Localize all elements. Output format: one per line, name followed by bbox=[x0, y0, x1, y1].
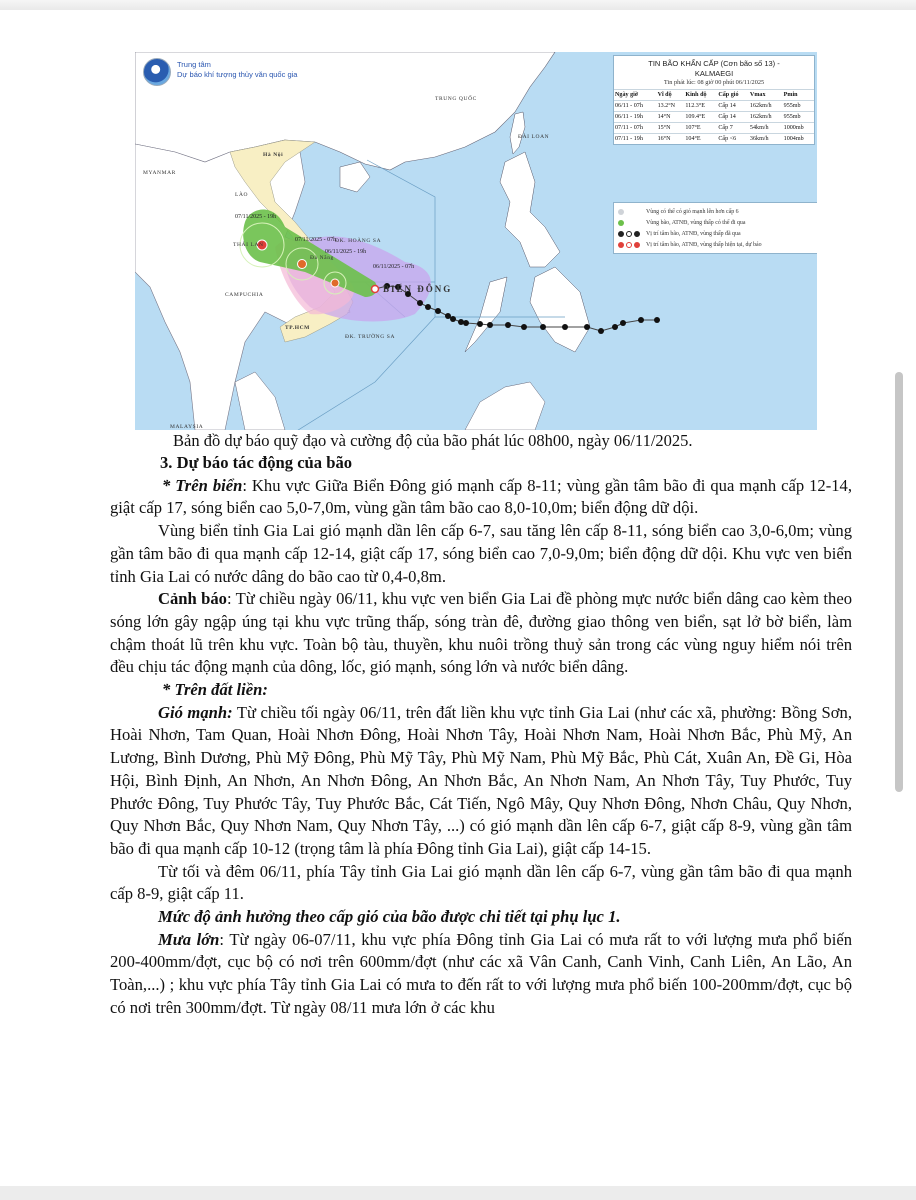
forecast-label-06-19h: 06/11/2025 - 19h bbox=[325, 249, 367, 255]
legend-label: Vùng có thể có gió mạnh lên hơn cấp 6 bbox=[646, 208, 739, 215]
agency-logo-icon bbox=[143, 58, 171, 86]
forecast-label-07-07h: 07/11/2025 - 07h bbox=[295, 237, 337, 243]
past-track-point bbox=[505, 322, 511, 328]
table-header-cell: Kinh độ bbox=[684, 90, 717, 101]
forecast-point-07-07h bbox=[298, 260, 307, 269]
table-cell: 1000mb bbox=[783, 123, 814, 134]
vertical-scrollbar[interactable] bbox=[895, 372, 903, 792]
past-track-point bbox=[463, 320, 469, 326]
paragraph-west: Từ tối và đêm 06/11, phía Tây tỉnh Gia Lai gió mạnh dần lên cấp 6-7, vùng gần tâm bão đi qua mạnh cấp 8-9, giật cấp 11. bbox=[110, 861, 852, 904]
legend-label: Vị trí tâm bão, ATNĐ, vùng thấp hiện tại, dự báo bbox=[646, 241, 762, 248]
table-header-cell: Vmax bbox=[749, 90, 783, 101]
info-title-line1: TIN BÃO KHẨN CẤP (Cơn bão số 13) - bbox=[648, 59, 780, 68]
document-body bbox=[110, 452, 852, 1020]
map-label-hanoi: Hà Nội bbox=[263, 152, 284, 158]
table-header-cell: Ngày giờ bbox=[614, 90, 657, 101]
table-cell: Cấp 7 bbox=[717, 123, 749, 134]
legend-item bbox=[618, 206, 816, 217]
table-header-cell: Vĩ độ bbox=[657, 90, 685, 101]
table-cell: 06/11 - 19h bbox=[614, 112, 657, 123]
land-label: * Trên đất liền: bbox=[162, 680, 268, 700]
table-cell: 162km/h bbox=[749, 112, 783, 123]
land-malaysia bbox=[235, 372, 285, 430]
table-cell: 07/11 - 07h bbox=[614, 123, 657, 134]
green-dot-icon bbox=[618, 220, 624, 226]
table-cell: 06/11 - 07h bbox=[614, 101, 657, 112]
table-cell: 16°N bbox=[657, 134, 685, 145]
map-label-bien-dong: BIỂN ĐÔNG bbox=[383, 284, 453, 294]
table-cell: 109.4°E bbox=[684, 112, 717, 123]
appendix-note bbox=[110, 906, 852, 929]
top-toolbar-band bbox=[0, 0, 916, 10]
past-track-point bbox=[458, 319, 464, 325]
forecast-label-07-19h: 07/11/2025 - 19h bbox=[235, 214, 277, 220]
table-cell: 15°N bbox=[657, 123, 685, 134]
legend-item bbox=[618, 239, 816, 250]
appendix-note-text: Mức độ ảnh hưởng theo cấp gió của bão được chi tiết tại phụ lục 1. bbox=[158, 907, 621, 927]
table-cell: 112.3°E bbox=[684, 101, 717, 112]
table-cell: 13.2°N bbox=[657, 101, 685, 112]
warning-text: : Từ chiều ngày 06/11, khu vực ven biển Gia Lai đề phòng mực nước biển dâng cao kèm theo sóng lớn gây ngập úng tại khu vực trũng thấp, sóng tràn đê, đường giao thông ven biển, sạt lở bờ biển, làm chậm thoát lũ trên khu vực. Toàn bộ tàu, thuyền, khu nuôi trồng thuỷ sản trong các vùng nguy hiểm nói trên đều chịu tác động mạnh của dông, lốc, gió mạnh, sóng lớn và nước biển dâng. bbox=[110, 589, 852, 677]
table-cell: Cấp <6 bbox=[717, 134, 749, 145]
sea-label: * Trên biển bbox=[162, 475, 243, 495]
forecast-point-06-19h bbox=[331, 279, 339, 287]
table-cell: 1004mb bbox=[783, 134, 814, 145]
map-label-hcmc: TP.HCM bbox=[285, 325, 310, 331]
agency-name-line1: Trung tâm bbox=[177, 60, 211, 69]
legend-label: Vị trí tâm bão, ATNĐ, vùng thấp đã qua bbox=[646, 230, 741, 237]
rain-label: Mưa lớn bbox=[158, 929, 220, 949]
gray-dot-icon bbox=[618, 209, 624, 215]
past-track-point bbox=[425, 304, 431, 310]
legend-item bbox=[618, 217, 816, 228]
past-track-point bbox=[417, 300, 423, 306]
past-track-point bbox=[540, 324, 546, 330]
past-track-point bbox=[435, 308, 441, 314]
paragraph-rain bbox=[110, 929, 852, 1020]
warning-label: Cảnh báo bbox=[158, 589, 227, 609]
table-row bbox=[614, 112, 814, 123]
table-header-cell: Pmin bbox=[783, 90, 814, 101]
past-track-point bbox=[450, 316, 456, 322]
past-track-point bbox=[612, 324, 618, 330]
table-row bbox=[614, 134, 814, 145]
wind-text: Từ chiều tối ngày 06/11, trên đất liền khu vực tỉnh Gia Lai (như các xã, phường: Bồng Sơn, Hoài Nhơn, Tam Quan, Hoài Nhơn Đông, Hoài Nhơn Tây, Hoài Nhơn Nam, Hoài Nhơn Bắc, Phù Mỹ, An Lương, Bình Dương, Phù Mỹ Đông, Phù Mỹ Tây, Phù Mỹ Nam, Phù Mỹ Bắc, Phù Cát, Xuân An, Đề Gi, Hòa Hội, Bình Định, An Nhơn, An Nhơn Đông, An Nhơn Bắc, An Nhơn Nam, An Nhơn Tây, Tuy Phước, Tuy Phước Đông, Tuy Phước Tây, Tuy Phước Bắc, Cát Tiến, Ngô Mây, Quy Nhơn Đông, Nhơn Châu, Quy Nhơn, Quy Nhơn Bắc, Quy Nhơn Nam, Quy Nhơn Tây, ...) có gió mạnh dần lên cấp 6-7, giật cấp 8-9, vùng gần tâm bão đi qua mạnh cấp 10-12 (trọng tâm là phía Đông tỉnh Gia Lai), giật cấp 14-15. bbox=[110, 702, 852, 858]
table-cell: Cấp 14 bbox=[717, 101, 749, 112]
wind-label: Gió mạnh: bbox=[158, 702, 233, 722]
map-label-myanmar: MYANMAR bbox=[143, 170, 176, 176]
map-label-cambodia: CAMPUCHIA bbox=[225, 292, 264, 298]
land-hainan bbox=[340, 162, 370, 192]
legend-label: Vùng bão, ATNĐ, vùng thấp có thể đi qua bbox=[646, 219, 746, 226]
info-title-line2: KALMAEGI bbox=[694, 69, 734, 78]
table-row bbox=[614, 123, 814, 134]
table-cell: 107°E bbox=[684, 123, 717, 134]
map-label-truong-sa: ĐK. TRƯỜNG SA bbox=[345, 334, 396, 340]
agency-header bbox=[143, 58, 297, 86]
past-track-point bbox=[620, 320, 626, 326]
bottom-toolbar-band bbox=[0, 1186, 916, 1200]
map-label-hoang-sa: ĐK. HOÀNG SA bbox=[335, 238, 382, 244]
map-label-malaysia: MALAYSIA bbox=[170, 424, 204, 430]
map-label-da-nang: Đà Nẵng bbox=[310, 255, 334, 261]
past-track-point bbox=[477, 321, 483, 327]
past-track-point bbox=[598, 328, 604, 334]
paragraph-warning bbox=[110, 588, 852, 679]
map-caption: Bản đồ dự báo quỹ đạo và cường độ của bão phát lúc 08h00, ngày 06/11/2025. bbox=[173, 431, 693, 450]
map-label-laos: LÀO bbox=[235, 192, 249, 198]
land-taiwan bbox=[510, 112, 525, 154]
section-heading: 3. Dự báo tác động của bão bbox=[160, 453, 353, 472]
past-track-point bbox=[445, 313, 451, 319]
paragraph-gialai-sea: Vùng biển tỉnh Gia Lai gió mạnh dần lên cấp 6-7, sau tăng lên cấp 8-11, sóng biển cao 3,0-6,0m; vùng gần tâm bão đi qua mạnh cấp 12-14, giật cấp 17, sóng biển cao 7,0-9,0m; biển động dữ dội. Khu vực ven biển tỉnh Gia Lai có nước dâng do bão cao từ 0,4-0,8m. bbox=[110, 521, 852, 586]
table-cell: 162km/h bbox=[749, 101, 783, 112]
past-track-point bbox=[654, 317, 660, 323]
table-cell: Cấp 14 bbox=[717, 112, 749, 123]
forecast-label-06-07h: 06/11/2025 - 07h bbox=[373, 264, 415, 270]
table-cell: 104°E bbox=[684, 134, 717, 145]
table-header-cell: Cấp gió bbox=[717, 90, 749, 101]
table-cell: 14°N bbox=[657, 112, 685, 123]
table-cell: 07/11 - 19h bbox=[614, 134, 657, 145]
storm-info-box bbox=[613, 55, 815, 145]
table-cell: 955mb bbox=[783, 112, 814, 123]
map-legend bbox=[613, 202, 817, 254]
map-label-thailand: THÁI LAN bbox=[233, 242, 264, 248]
rain-text: : Từ ngày 06-07/11, khu vực phía Đông tỉnh Gia Lai có mưa rất to với lượng mưa phổ biến 200-400mm/đợt, cục bộ có nơi trên 600mm/đợt (như các xã Vân Canh, Canh Vinh, Canh Liên, An Lão, An Toàn,...) ; khu vực phía Tây tỉnh Gia Lai có mưa to đến rất to với lượng mưa phổ biến 100-200mm/đợt, cục bộ có nơi trên 300mm/đợt. Từ ngày 08/11 mưa lớn ở các khu bbox=[110, 929, 852, 1017]
past-track-point bbox=[638, 317, 644, 323]
black-storm-symbols-icon bbox=[618, 231, 642, 237]
past-track-point bbox=[562, 324, 568, 330]
table-cell: 54km/h bbox=[749, 123, 783, 134]
red-storm-symbols-icon bbox=[618, 242, 642, 248]
land-philippines bbox=[465, 152, 590, 352]
past-track-point bbox=[487, 322, 493, 328]
storm-position-table bbox=[614, 89, 814, 144]
past-track-point bbox=[521, 324, 527, 330]
storm-forecast-map bbox=[135, 52, 817, 430]
sea-text: : Khu vực Giữa Biển Đông gió mạnh cấp 8-11; vùng gần tâm bão đi qua mạnh cấp 12-14, giật cấp 17, sóng biển cao 5,0-7,0m, vùng gần tâm bão cao 8,0-10,0m; biển động dữ dội. bbox=[110, 475, 852, 518]
current-position-point bbox=[372, 286, 379, 293]
land-borneo bbox=[465, 382, 545, 430]
past-track-point bbox=[584, 324, 590, 330]
table-row bbox=[614, 101, 814, 112]
map-label-taiwan: ĐÀI LOAN bbox=[518, 134, 550, 140]
table-cell: 36km/h bbox=[749, 134, 783, 145]
paragraph-wind bbox=[110, 702, 852, 861]
land-heading bbox=[110, 679, 852, 702]
legend-item bbox=[618, 228, 816, 239]
info-issued-time: Tin phát lúc: 08 giờ 00 phút 06/11/2025 bbox=[663, 79, 765, 86]
map-label-china: TRUNG QUỐC bbox=[435, 96, 477, 102]
table-cell: 955mb bbox=[783, 101, 814, 112]
paragraph-sea bbox=[110, 475, 852, 520]
agency-name-line2: Dự báo khí tượng thủy văn quốc gia bbox=[177, 70, 298, 79]
